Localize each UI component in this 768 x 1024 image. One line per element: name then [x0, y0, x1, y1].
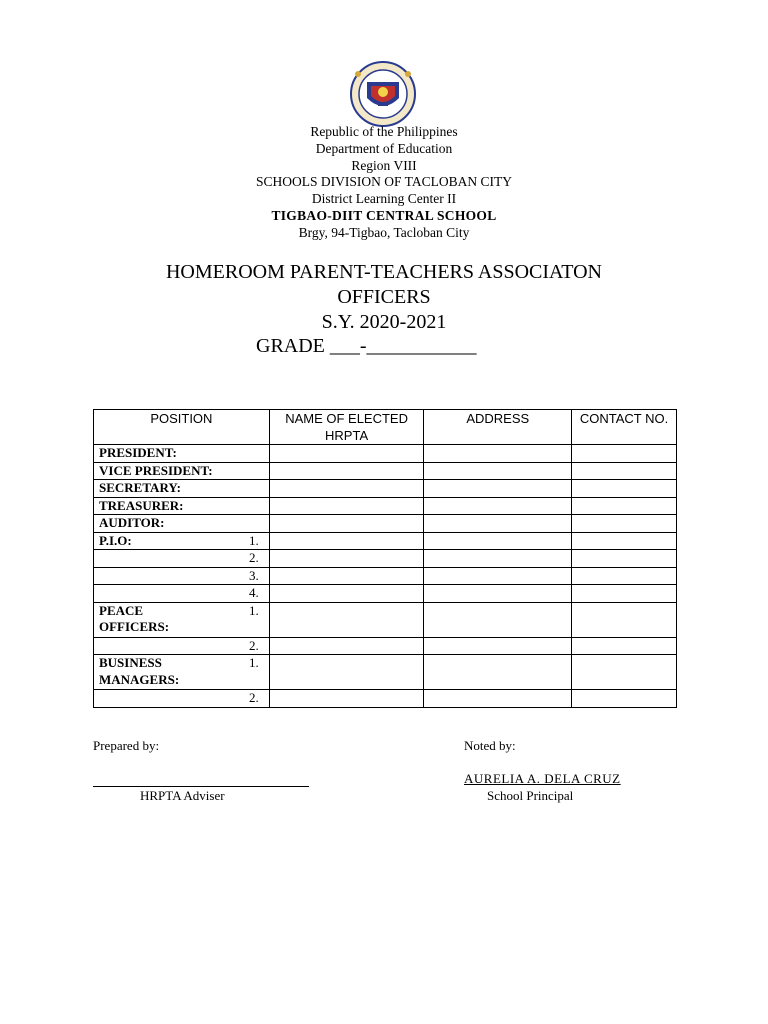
table-row: [94, 480, 677, 498]
address-cell[interactable]: [424, 462, 572, 480]
name-cell[interactable]: [269, 690, 424, 708]
table-row: [94, 497, 677, 515]
document-header: [0, 124, 768, 242]
name-cell[interactable]: [269, 602, 424, 637]
contact-cell[interactable]: [572, 550, 677, 568]
header-republic: Republic of the Philippines: [310, 124, 458, 139]
table-row: [94, 445, 677, 463]
contact-cell[interactable]: [572, 462, 677, 480]
contact-cell[interactable]: [572, 602, 677, 637]
address-cell[interactable]: [424, 532, 572, 550]
table-row: [94, 532, 677, 550]
position-number: 2.: [249, 690, 259, 705]
position-cell: [94, 445, 270, 463]
address-cell[interactable]: [424, 445, 572, 463]
address-cell[interactable]: [424, 515, 572, 533]
address-cell[interactable]: [424, 480, 572, 498]
contact-cell[interactable]: [572, 445, 677, 463]
header-department: Department of Education: [315, 140, 453, 156]
address-cell[interactable]: [424, 655, 572, 690]
position-cell: [94, 550, 270, 568]
deped-seal-logo: [348, 60, 418, 128]
name-cell[interactable]: [269, 480, 424, 498]
position-cell: [94, 637, 270, 655]
position-number: 1.: [249, 532, 259, 548]
table-row: [94, 602, 677, 637]
position-number: 2.: [249, 550, 259, 565]
position-number: 2.: [249, 637, 259, 653]
table-row: [94, 655, 677, 690]
contact-cell[interactable]: [572, 497, 677, 515]
contact-cell[interactable]: [572, 515, 677, 533]
contact-cell[interactable]: [572, 480, 677, 498]
name-cell[interactable]: [269, 655, 424, 690]
position-cell: [94, 567, 270, 585]
name-cell[interactable]: [269, 567, 424, 585]
name-cell[interactable]: [269, 462, 424, 480]
position-label: VICE PRESIDENT:: [99, 462, 213, 478]
header-name: NAME OF ELECTED HRPTA: [269, 410, 424, 445]
header-region: Region VIII: [351, 157, 417, 173]
position-number: 4.: [249, 585, 259, 600]
position-cell: [94, 497, 270, 515]
contact-cell[interactable]: [572, 585, 677, 603]
adviser-signature-line: [93, 786, 309, 787]
header-school-name: TIGBAO-DIIT CENTRAL SCHOOL: [271, 207, 497, 223]
name-cell[interactable]: [269, 532, 424, 550]
table-row: [94, 515, 677, 533]
position-label: TREASURER:: [99, 497, 184, 513]
header-address: ADDRESS: [424, 410, 572, 445]
position-label: SECRETARY:: [99, 480, 181, 495]
position-cell: [94, 585, 270, 603]
contact-cell[interactable]: [572, 690, 677, 708]
header-contact: CONTACT NO.: [572, 410, 677, 445]
document-title: [0, 260, 768, 335]
name-cell[interactable]: [269, 497, 424, 515]
address-cell[interactable]: [424, 497, 572, 515]
table-row: [94, 567, 677, 585]
principal-name: AURELIA A. DELA CRUZ: [464, 771, 621, 786]
position-cell: [94, 480, 270, 498]
address-cell[interactable]: [424, 567, 572, 585]
position-number: 1.: [249, 602, 259, 618]
name-cell[interactable]: [269, 585, 424, 603]
position-label: P.I.O:: [99, 532, 132, 548]
position-cell: [94, 515, 270, 533]
officers-table: [93, 409, 677, 708]
title-line-1: HOMEROOM PARENT-TEACHERS ASSOCIATON: [165, 261, 602, 283]
position-cell: [94, 532, 270, 550]
position-label: PEACE OFFICERS:: [99, 602, 170, 634]
position-cell: [94, 655, 270, 690]
table-row: [94, 462, 677, 480]
header-district: District Learning Center II: [311, 191, 457, 207]
position-number: 1.: [249, 655, 259, 670]
position-label: PRESIDENT:: [99, 445, 177, 460]
name-cell[interactable]: [269, 445, 424, 463]
position-label: BUSINESS MANAGERS:: [99, 655, 180, 687]
position-cell: [94, 602, 270, 637]
position-label: AUDITOR:: [99, 515, 165, 530]
adviser-title: HRPTA Adviser: [140, 788, 225, 803]
title-line-2: OFFICERS: [337, 286, 431, 308]
table-row: [94, 585, 677, 603]
header-division: SCHOOLS DIVISION OF TACLOBAN CITY: [256, 174, 512, 190]
noted-by-label: Noted by:: [464, 738, 516, 753]
header-position: POSITION: [94, 410, 270, 445]
table-row: [94, 637, 677, 655]
position-cell: [94, 462, 270, 480]
name-cell[interactable]: [269, 637, 424, 655]
address-cell[interactable]: [424, 690, 572, 708]
table-header-row: [94, 410, 677, 445]
table-row: [94, 690, 677, 708]
contact-cell[interactable]: [572, 567, 677, 585]
table-row: [94, 550, 677, 568]
title-school-year: S.Y. 2020-2021: [321, 311, 447, 333]
position-number: 3.: [249, 567, 259, 583]
contact-cell[interactable]: [572, 655, 677, 690]
contact-cell[interactable]: [572, 637, 677, 655]
prepared-by-label: Prepared by:: [93, 738, 160, 753]
name-cell[interactable]: [269, 550, 424, 568]
header-school-address: Brgy, 94-Tigbao, Tacloban City: [298, 224, 470, 240]
grade-field: GRADE ___-___________: [256, 335, 477, 357]
address-cell[interactable]: [424, 637, 572, 655]
address-cell[interactable]: [424, 602, 572, 637]
address-cell[interactable]: [424, 585, 572, 603]
address-cell[interactable]: [424, 550, 572, 568]
contact-cell[interactable]: [572, 532, 677, 550]
principal-title: School Principal: [487, 788, 574, 803]
name-cell[interactable]: [269, 515, 424, 533]
position-cell: [94, 690, 270, 708]
